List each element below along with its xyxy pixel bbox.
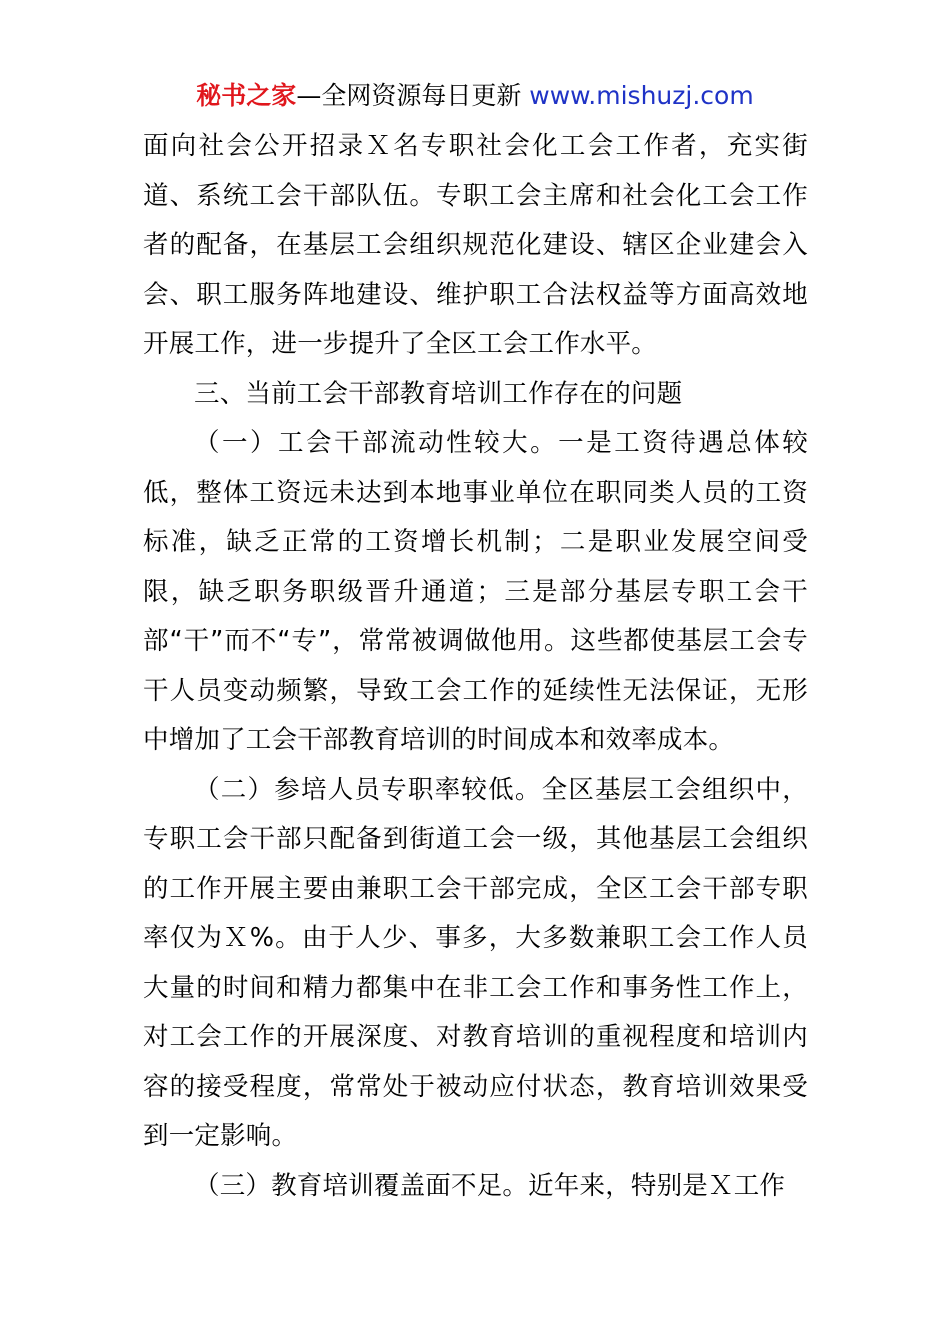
site-url[interactable]: www.mishuzj.com bbox=[529, 81, 754, 110]
paragraph-issue-3: （三）教育培训覆盖面不足。近年来，特别是Ｘ工作 bbox=[194, 1170, 786, 1201]
site-tagline: —全网资源每日更新 bbox=[296, 81, 530, 110]
site-brand: 秘书之家 bbox=[196, 81, 297, 110]
paragraph-continued: 面向社会公开招录Ｘ名专职社会化工会工作者，充实街道、系统工会干部队伍。专职工会主席和社会化工会工作者的配备，在基层工会组织规范化建设、辖区企业建会入会、职工服务阵地建设、维护职工合法权益等方面高效地开展工作，进一步提升了全区工会工作水平。 bbox=[143, 131, 808, 359]
document-body bbox=[143, 122, 808, 1211]
site-header bbox=[0, 80, 950, 112]
section-heading: 三、当前工会干部教育培训工作存在的问题 bbox=[194, 378, 683, 409]
paragraph-issue-1: （一）工会干部流动性较大。一是工资待遇总体较低，整体工资远未达到本地事业单位在职同类人员的工资标准，缺乏正常的工资增长机制；二是职业发展空间受限，缺乏职务职级晋升通道；三是部分基层专职工会干部“干”而不“专”，常常被调做他用。这些都使基层工会专干人员变动频繁，导致工会工作的延续性无法保证，无形中增加了工会干部教育培训的时间成本和效率成本。 bbox=[143, 428, 808, 755]
paragraph-issue-2: （二）参培人员专职率较低。全区基层工会组织中，专职工会干部只配备到街道工会一级，其他基层工会组织的工作开展主要由兼职工会干部完成，全区工会干部专职率仅为Ｘ%。由于人少、事多，大多数兼职工会工作人员大量的时间和精力都集中在非工会工作和事务性工作上，对工会工作的开展深度、对教育培训的重视程度和培训内容的接受程度，常常处于被动应付状态，教育培训效果受到一定影响。 bbox=[143, 774, 808, 1151]
